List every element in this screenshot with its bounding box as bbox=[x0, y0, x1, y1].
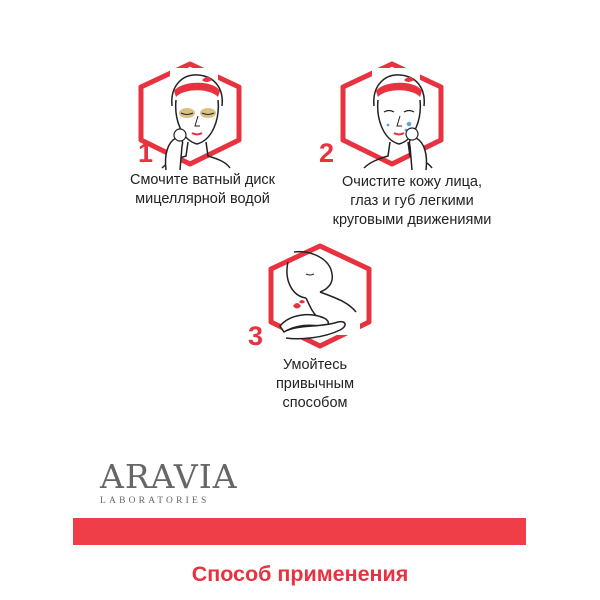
woman-washing-face-hands-icon bbox=[240, 240, 410, 370]
step-number: 1 bbox=[138, 138, 154, 168]
brand-name: ARAVIA bbox=[100, 457, 238, 496]
step-text: Очистите кожу лица, глаз и губ легкими круговыми движениями bbox=[332, 174, 492, 228]
woman-eye-pads-cotton-pad-icon bbox=[110, 58, 280, 188]
brand-subtitle: LABORATORIES bbox=[100, 496, 210, 506]
step-3 bbox=[240, 240, 410, 420]
woman-cleansing-face-cotton-pad-icon bbox=[302, 58, 472, 188]
step-number: 3 bbox=[248, 321, 264, 351]
step-text: Смочите ватный диск мицеллярной водой bbox=[129, 172, 276, 207]
brand-logo bbox=[100, 457, 238, 506]
step-text: Умойтесь привычным способом bbox=[275, 357, 355, 411]
accent-bar bbox=[73, 518, 526, 545]
page-title: Способ применения bbox=[191, 562, 409, 586]
step-1 bbox=[110, 58, 290, 208]
step-2 bbox=[302, 58, 522, 238]
step-number: 2 bbox=[319, 138, 335, 168]
